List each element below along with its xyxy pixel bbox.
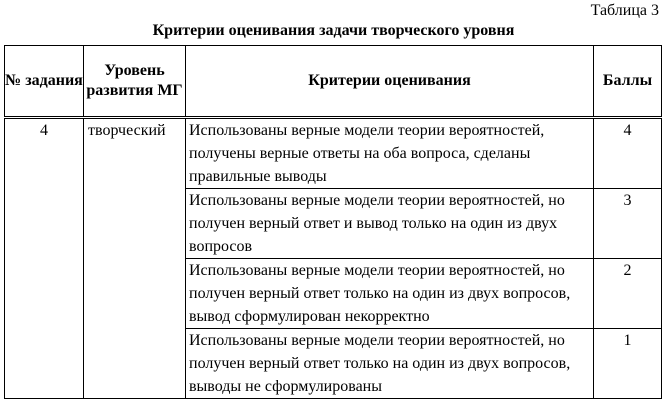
criteria-cell: Использованы верные модели теории вероятностей, получены верные ответы на оба вопроса, сделаны правильные выводы xyxy=(186,118,594,189)
criteria-cell: Использованы верные модели теории вероятностей, но получен верный ответ и вывод только на один из двух вопросов xyxy=(186,189,594,259)
criteria-cell: Использованы верные модели теории вероятностей, но получен верный ответ только на один из двух вопросов, выводы не сформулированы xyxy=(186,329,594,399)
criteria-cell: Использованы верные модели теории вероятностей, но получен верный ответ только на один из двух вопросов, вывод сформулирован некорректно xyxy=(186,259,594,329)
header-criteria: Критерии оценивания xyxy=(186,46,594,118)
header-score: Баллы xyxy=(594,46,662,118)
table-caption: Таблица 3 xyxy=(590,2,659,19)
table-row xyxy=(5,118,662,189)
header-level: Уровень развития МГ xyxy=(84,46,186,118)
criteria-table xyxy=(4,45,662,399)
score-cell: 3 xyxy=(594,189,662,259)
header-task-number: № задания xyxy=(5,46,84,118)
table-title: Критерии оценивания задачи творческого уровня xyxy=(152,22,515,39)
score-cell: 4 xyxy=(594,118,662,189)
table-header-row xyxy=(5,46,662,118)
task-level-cell: творческий xyxy=(84,118,186,399)
score-cell: 2 xyxy=(594,259,662,329)
score-cell: 1 xyxy=(594,329,662,399)
task-number-cell: 4 xyxy=(5,118,84,399)
